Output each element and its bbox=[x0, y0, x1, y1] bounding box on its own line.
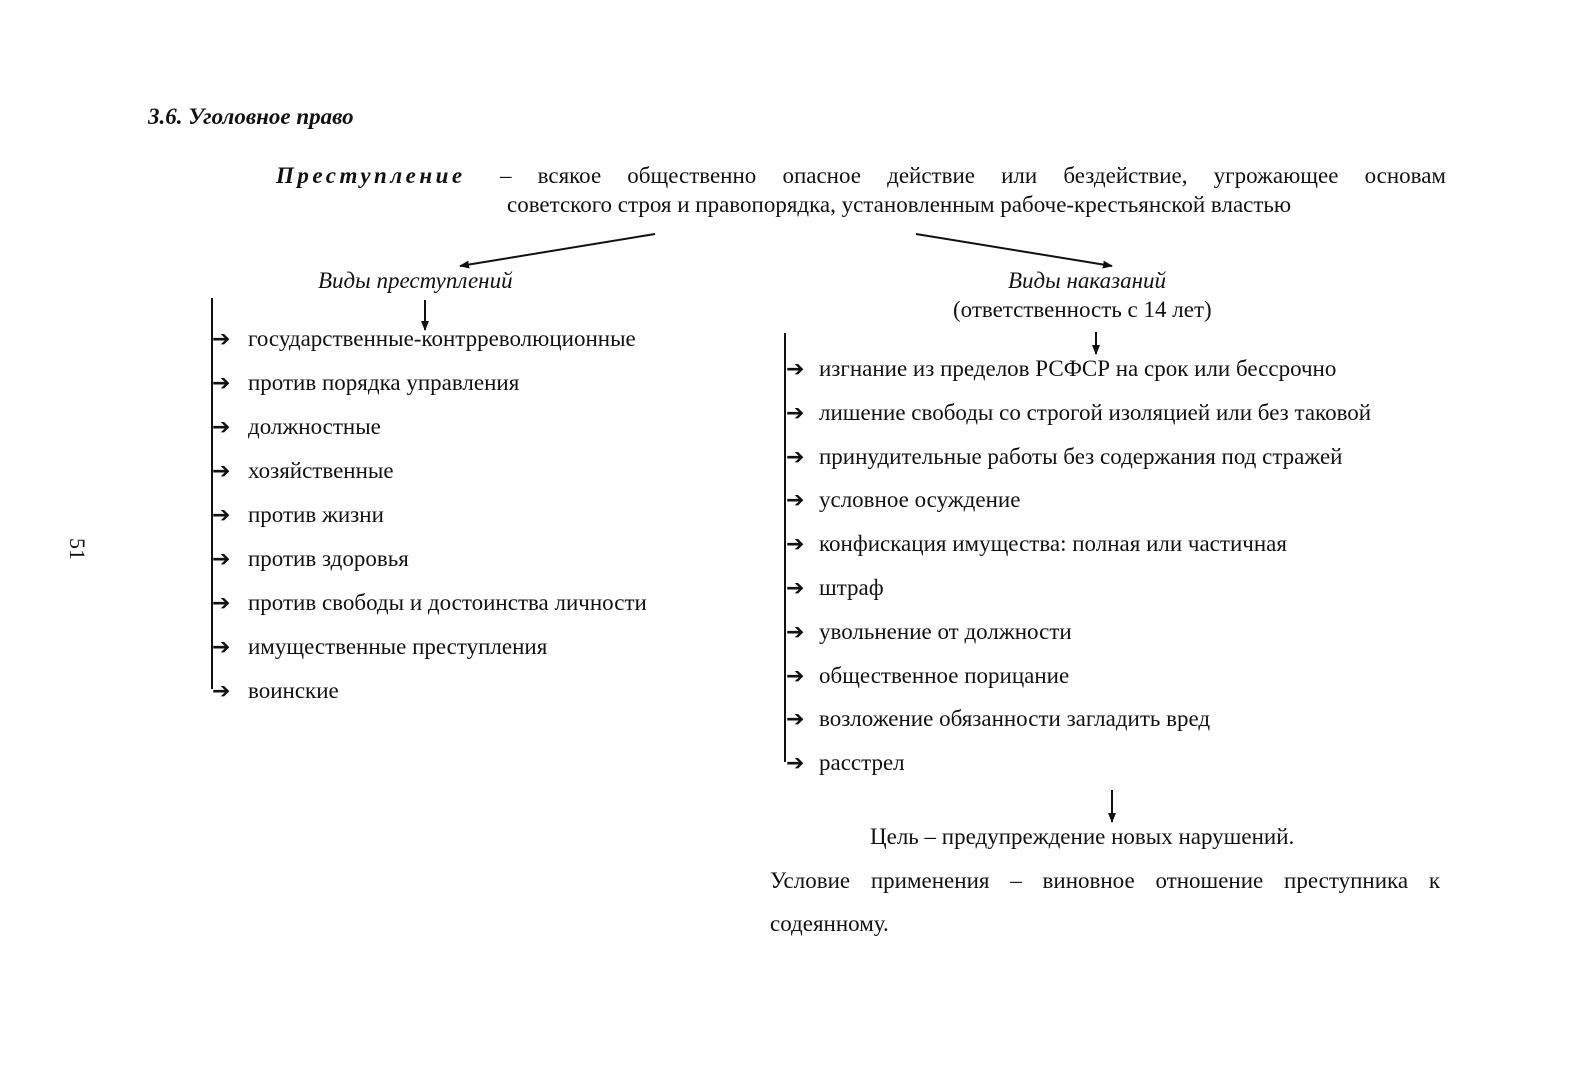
list-item: государственные-контрреволюционные bbox=[248, 326, 636, 351]
list-item: имущественные преступления bbox=[248, 634, 548, 659]
list-item: увольнение от должности bbox=[819, 618, 1072, 644]
definition-to-punishments-arrow bbox=[916, 234, 1112, 266]
list-item: расстрел bbox=[819, 750, 905, 776]
list-item: против здоровья bbox=[248, 546, 409, 571]
arrow-right-icon: ➔ bbox=[786, 400, 805, 426]
list-item: изгнание из пределов РСФСР на срок или бессрочно bbox=[819, 356, 1337, 381]
arrow-right-icon: ➔ bbox=[786, 532, 805, 558]
arrow-right-icon: ➔ bbox=[212, 635, 231, 660]
punishment-types-heading: Виды наказаний bbox=[1008, 268, 1166, 293]
list-item: против порядка управления bbox=[248, 370, 520, 395]
list-item: общественное порицание bbox=[819, 662, 1070, 688]
list-item: конфискация имущества: полная или частичная bbox=[819, 531, 1287, 557]
list-item: принудительные работы без содержания под стражей bbox=[819, 443, 1343, 469]
arrow-right-icon: ➔ bbox=[786, 751, 805, 777]
arrow-right-icon: ➔ bbox=[786, 488, 805, 514]
arrow-right-icon: ➔ bbox=[786, 619, 805, 645]
arrow-right-icon: ➔ bbox=[212, 415, 231, 440]
goal-statement: Цель – предупреждение новых нарушений. bbox=[870, 824, 1295, 849]
list-item: должностные bbox=[248, 414, 381, 439]
arrow-right-icon: ➔ bbox=[212, 547, 231, 572]
list-item: возложение обязанности загладить вред bbox=[819, 706, 1211, 732]
condition-statement-line1: Условие применения – виновное отношение преступника к bbox=[770, 868, 1440, 893]
definition-term: Преступление bbox=[276, 163, 466, 188]
responsibility-age-note: (ответственность с 14 лет) bbox=[953, 297, 1212, 322]
arrow-right-icon: ➔ bbox=[786, 357, 805, 382]
arrow-right-icon: ➔ bbox=[212, 679, 231, 704]
condition-statement-line2: содеянному. bbox=[770, 911, 889, 936]
arrow-right-icon: ➔ bbox=[212, 459, 231, 484]
list-item: воинские bbox=[248, 678, 339, 703]
definition-text-line2: советского строя и правопорядка, установленным рабоче-крестьянской властью bbox=[507, 192, 1292, 217]
definition-to-crimes-arrow bbox=[460, 234, 655, 266]
definition-text-line1: – всякое общественно опасное действие или бездействие, угрожающее основам bbox=[500, 163, 1446, 188]
arrow-right-icon: ➔ bbox=[212, 327, 231, 352]
crime-types-heading: Виды преступлений bbox=[318, 268, 513, 293]
list-item: штраф bbox=[819, 575, 884, 600]
arrow-right-icon: ➔ bbox=[212, 591, 231, 616]
list-item: лишение свободы со строгой изоляцией или без таковой bbox=[819, 399, 1372, 425]
list-item: против свободы и достоинства личности bbox=[248, 590, 647, 615]
page-number: 51 bbox=[65, 538, 90, 560]
arrow-right-icon: ➔ bbox=[786, 707, 805, 733]
arrow-right-icon: ➔ bbox=[786, 444, 805, 470]
arrow-right-icon: ➔ bbox=[212, 371, 231, 396]
list-item: хозяйственные bbox=[248, 458, 394, 483]
arrow-right-icon: ➔ bbox=[212, 503, 231, 528]
list-item: условное осуждение bbox=[819, 487, 1021, 513]
arrow-right-icon: ➔ bbox=[786, 576, 805, 601]
section-title: 3.6. Уголовное право bbox=[148, 104, 354, 129]
arrow-right-icon: ➔ bbox=[786, 663, 805, 689]
list-item: против жизни bbox=[248, 502, 384, 527]
